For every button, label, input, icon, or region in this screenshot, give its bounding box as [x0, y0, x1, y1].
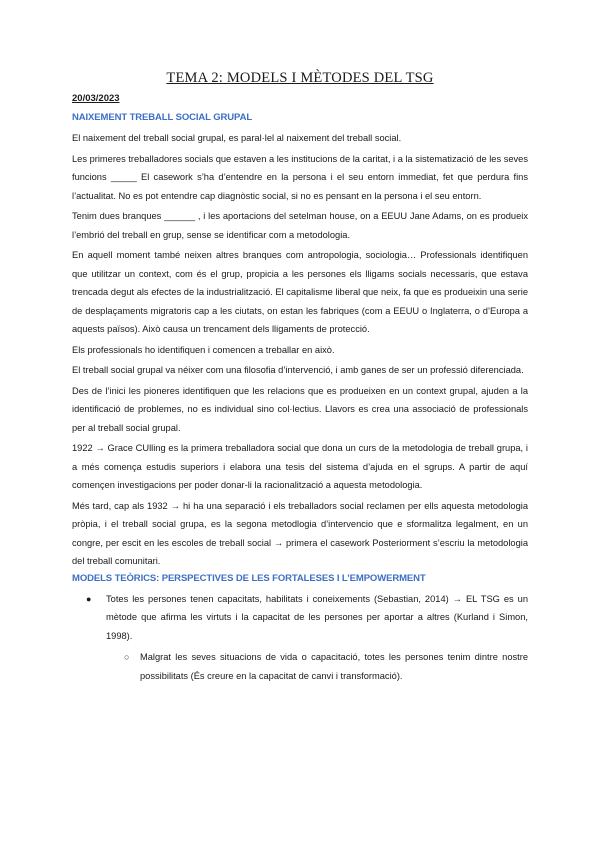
bullet-icon: ●: [86, 593, 92, 604]
section-heading-models: MODELS TEÒRICS: PERSPECTIVES DE LES FORTALESES I L’EMPOWERMENT: [72, 572, 426, 584]
paragraph-4: En aquell moment també neixen altres branques com antropologia, sociologia… Professionals identifiquen que utilitzar un context, com és el grup, propicia a les persones els lligams socials necessaris, que estava trencada degut als efectes de la industrialització. El capitalisme liberal que neix, fa que es produeixin una serie de desplaçaments migratoris cap a les ciutats, on estan les fabriques (com a EEUU o Inglaterra, o d’Europa a aquests països). Això causa un trencament dels lligaments de protecció.: [72, 250, 528, 334]
circle-bullet-icon: ○: [124, 652, 130, 662]
paragraph-5: Els professionals ho identifiquen i comencen a treballar en això.: [72, 344, 335, 355]
paragraph-3: Tenim dues branques ______ , i les aportacions del setelman house, on a EEUU Jane Adams, on es produeix l’embrió del treball en grup, sense se identificar com a metodologia.: [72, 211, 528, 240]
list-item-text: Malgrat les seves situacions de vida o capacitació, totes les persones tenim dintre nostre possibilitats (És creure en la capacitat de canvi i transformació).: [140, 652, 528, 681]
bullet-list: [72, 590, 528, 686]
paragraph-7: Des de l’inici les pioneres identifiquen que les relacions que es produeixen en un context grupal, ajuden a la identificació de problemes, no es individual sino col·lectius. Llavors es crea una associació de professionals per al treball social grupal.: [72, 385, 528, 433]
list-item-text: Totes les persones tenen capacitats, habilitats i coneixements (Sebastian, 2014) → EL TSG es un mètode que afirma les virtuts i la capacitat de les persones per aportar a altres (Kurland i Simon, 1998).: [106, 593, 528, 641]
paragraph-9: Més tard, cap als 1932 → hi ha una separació i els treballadors social reclamen per ells aquesta metodologia pròpia, i el treball social grupa, es la segona metodlogia d’intervencio que e sformalitza legalment, en un congre, per escit en les escoles de treball social → primera el casework Posteriorment s’escriu la metodologia del treball comunitari.: [72, 500, 528, 566]
section-heading-naixement: NAIXEMENT TREBALL SOCIAL GRUPAL: [72, 112, 253, 123]
paragraph-8: 1922 → Grace CUlling es la primera treballadora social que dona un curs de la metodologia de treball grupa, i a més comença estudis superiors i elabora una tesis del sistema d’ajuda en el sgrups. A partir de aquí començen investigacions per poder donar-li la racionalització a aquesta metodologia.: [72, 443, 528, 490]
paragraph-2: Les primeres treballadores socials que estaven a les institucions de la caritat, i a la sistematizació de les seves funcions _____ El casework s’ha d’entendre en la persona i el seu entorn immediat, fet que perdura fins l’actualitat. No es pot entendre cap diagnòstic social, si no es pensant en la persona i el seu entorn.: [72, 153, 528, 201]
document-date: 20/03/2023: [72, 93, 120, 104]
list-item: [72, 590, 528, 646]
list-item: [72, 648, 528, 685]
paragraph-1: El naixement del treball social grupal, es paral·lel al naixement del treball social.: [72, 133, 402, 143]
paragraph-6: El treball social grupal va néixer com una filosofia d’intervenció, i amb ganes de ser un professió diferenciada.: [72, 365, 524, 375]
document-title: TEMA 2: MODELS I MÈTODES DEL TSG: [166, 70, 434, 86]
